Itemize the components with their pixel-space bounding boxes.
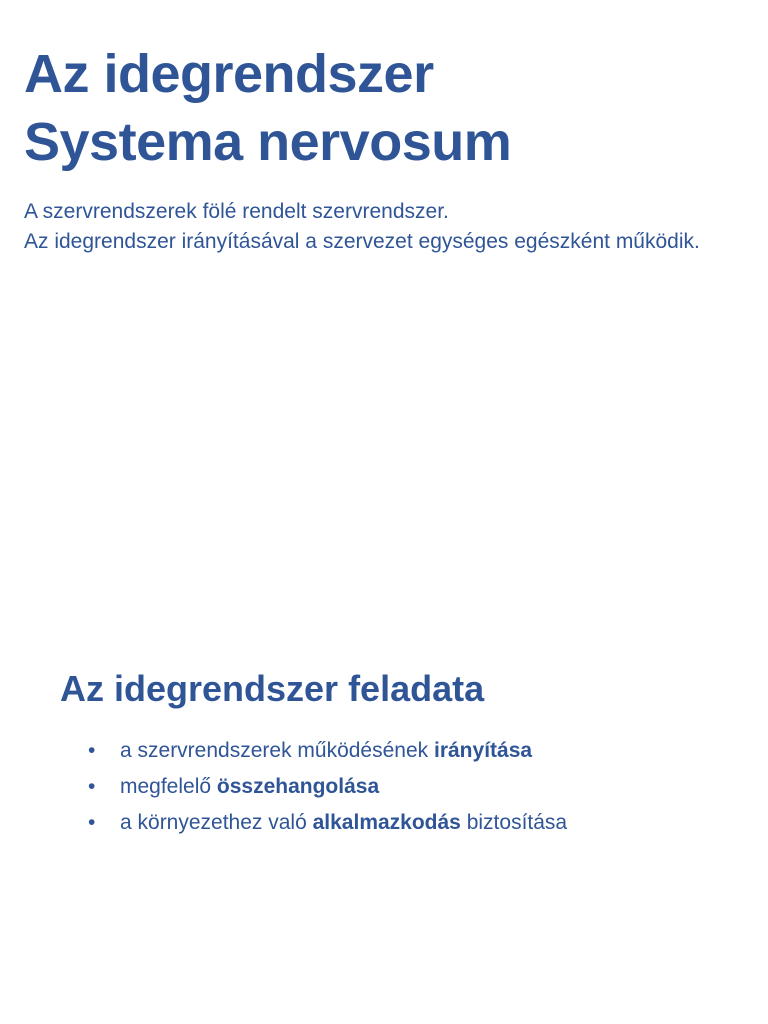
task-list	[88, 733, 567, 841]
list-item-text: a környezethez való	[120, 811, 313, 834]
list-item	[88, 769, 567, 805]
list-item	[88, 733, 567, 769]
bullet-icon: •	[88, 775, 96, 798]
title-line-hungarian: Az idegrendszer	[24, 44, 434, 104]
title-line-latin: Systema nervosum	[24, 112, 512, 172]
list-item-text: a szervrendszerek működésének	[120, 739, 434, 762]
list-item-emphasis: alkalmazkodás	[312, 811, 461, 834]
list-item	[88, 805, 567, 841]
list-item-emphasis: irányítása	[434, 739, 533, 762]
list-item-text: megfelelő	[120, 775, 217, 798]
page-title	[24, 40, 511, 176]
intro-line-2: Az idegrendszer irányításával a szervezet egységes egészként működik.	[24, 229, 700, 253]
list-item-emphasis: összehangolása	[216, 775, 380, 798]
intro-line-1: A szervrendszerek fölé rendelt szervrendszer.	[24, 200, 449, 223]
list-item-text-after: biztosítása	[460, 811, 568, 834]
bullet-icon: •	[88, 811, 96, 834]
bullet-icon: •	[88, 739, 96, 762]
section-title: Az idegrendszer feladata	[60, 668, 485, 709]
intro-text	[24, 197, 724, 256]
